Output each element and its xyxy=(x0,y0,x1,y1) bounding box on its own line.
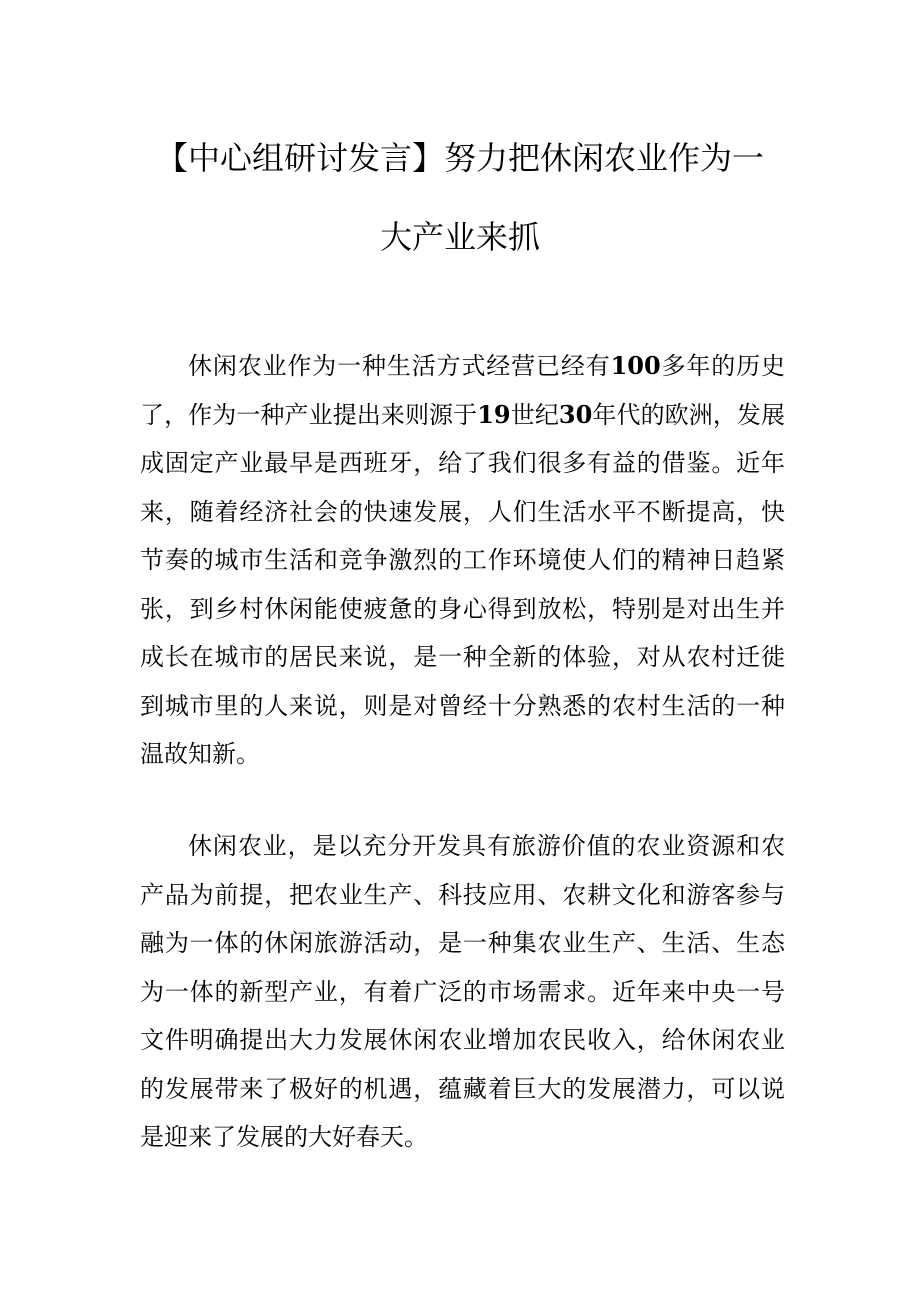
number-text: 30 xyxy=(558,399,593,429)
paragraph-2: 休闲农业，是以充分开发具有旅游价值的农业资源和农产品为前提，把农业生产、科技应用、农耕文化和游客参与融为一体的休闲旅游活动，是一种集农业生产、生活、生态为一体的新型产业，有着广泛的市场需求。近年来中央一号文件明确提出大力发展休闲农业增加农民收入，给休闲农业的发展带来了极好的机遇，蕴藏着巨大的发展潜力，可以说是迎来了发展的大好春天。 xyxy=(140,832,785,1151)
number-text: 19 xyxy=(477,399,511,429)
document-title-line-1: 【中心组研讨发言】努力把休闲农业作为一 xyxy=(155,139,764,177)
number-text: 100 xyxy=(610,351,661,380)
document-title-line-2: 大产业来抓 xyxy=(379,218,540,256)
paragraph-1: 休闲农业作为一种生活方式经营已经有100多年的历史了，作为一种产业提出来则源于19世纪30年代的欧洲，发展成固定产业最早是西班牙，给了我们很多有益的借鉴。近年来，随着经济社会的快速发展，人们生活水平不断提高，快节奏的城市生活和竞争激烈的工作环境使人们的精神日趋紧张，到乡村休闲能使疲惫的身心得到放松，特别是对出生并成长在城市的居民来说，是一种全新的体验，对从农村迁徙到城市里的人来说，则是对曾经十分熟悉的农村生活的一种温故知新。 xyxy=(140,351,786,768)
